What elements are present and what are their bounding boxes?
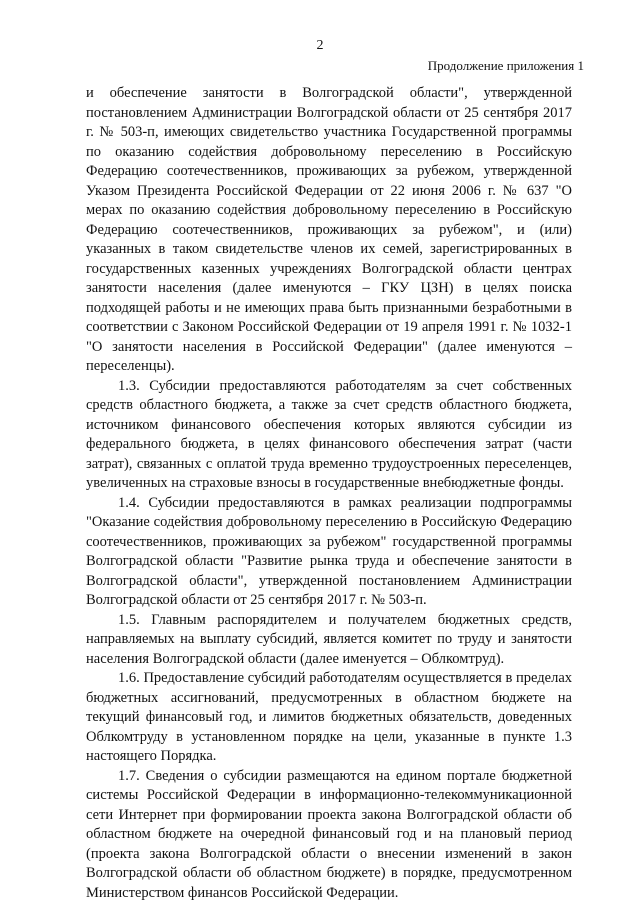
body-text — [86, 84, 572, 903]
paragraph-continuation: и обеспечение занятости в Волгоградской области", утвержденной постановлением Администрации Волгоградской области от 25 сентября 2017 г. № 503-п, имеющих свидетельство участника Государственной программы по оказанию содействия добровольному переселению в Российскую Федерацию соотечественников, проживающих за рубежом, утвержденной Указом Президента Российской Федерации от 22 июня 2006 г. № 637 "О мерах по оказанию содействия добровольному переселению в Российскую Федерацию соотечественников, проживающих за рубежом", и (или) указанных в таком свидетельстве членов их семей, зарегистрированных в государственных казенных учреждениях Волгоградской области центрах занятости населения (далее именуются – ГКУ ЦЗН) в целях поиска подходящей работы и не имеющих права быть признанными безработными в соответствии с Законом Российской Федерации от 19 апреля 1991 г. № 1032-1 "О занятости населения в Российской Федерации" (далее именуются – переселенцы). — [86, 85, 572, 374]
paragraph-1-4: 1.4. Субсидии предоставляются в рамках реализации подпрограммы "Оказание содействия добровольному переселению в Российскую Федерацию соотечественников, проживающих за рубежом" государственной программы Волгоградской области "Развитие рынка труда и обеспечение занятости в Волгоградской области", утвержденной постановлением Администрации Волгоградской области от 25 сентября 2017 г. № 503-п. — [86, 494, 572, 608]
paragraph-1-3: 1.3. Субсидии предоставляются работодателям за счет собственных средств областного бюджета, а также за счет средств областного бюджета, источником финансового обеспечения которых являются субсидии из федерального бюджета, в целях финансового обеспечения затрат (части затрат), связанных с оплатой труда временно трудоустроенных переселенцев, увеличенных на страховые взносы в государственные внебюджетные фонды. — [86, 377, 572, 491]
paragraph-1-6: 1.6. Предоставление субсидий работодателям осуществляется в пределах бюджетных ассигнований, предусмотренных в областном бюджете на текущий финансовый год, и лимитов бюджетных обязательств, доведенных Облкомтруду в установленном порядке на цели, указанные в пункте 1.3 настоящего Порядка. — [86, 670, 572, 764]
paragraph-1-5: 1.5. Главным распорядителем и получателем бюджетных средств, направляемых на выплату субсидий, является комитет по труду и занятости населения Волгоградской области (далее именуется – Облкомтруд). — [86, 611, 572, 667]
page-number: 2 — [316, 38, 324, 53]
appendix-continuation-note: Продолжение приложения 1 — [427, 58, 584, 73]
paragraph-1-7: 1.7. Сведения о субсидии размещаются на едином портале бюджетной системы Российской Федерации в информационно-телекоммуникационной сети Интернет при формировании проекта закона Волгоградской области об областном бюджете на очередной финансовый год и на плановый период (проекта закона Волгоградской области о внесении изменений в закон Волгоградской области об областном бюджете) в порядке, предусмотренном Министерством финансов Российской Федерации. — [86, 767, 572, 901]
